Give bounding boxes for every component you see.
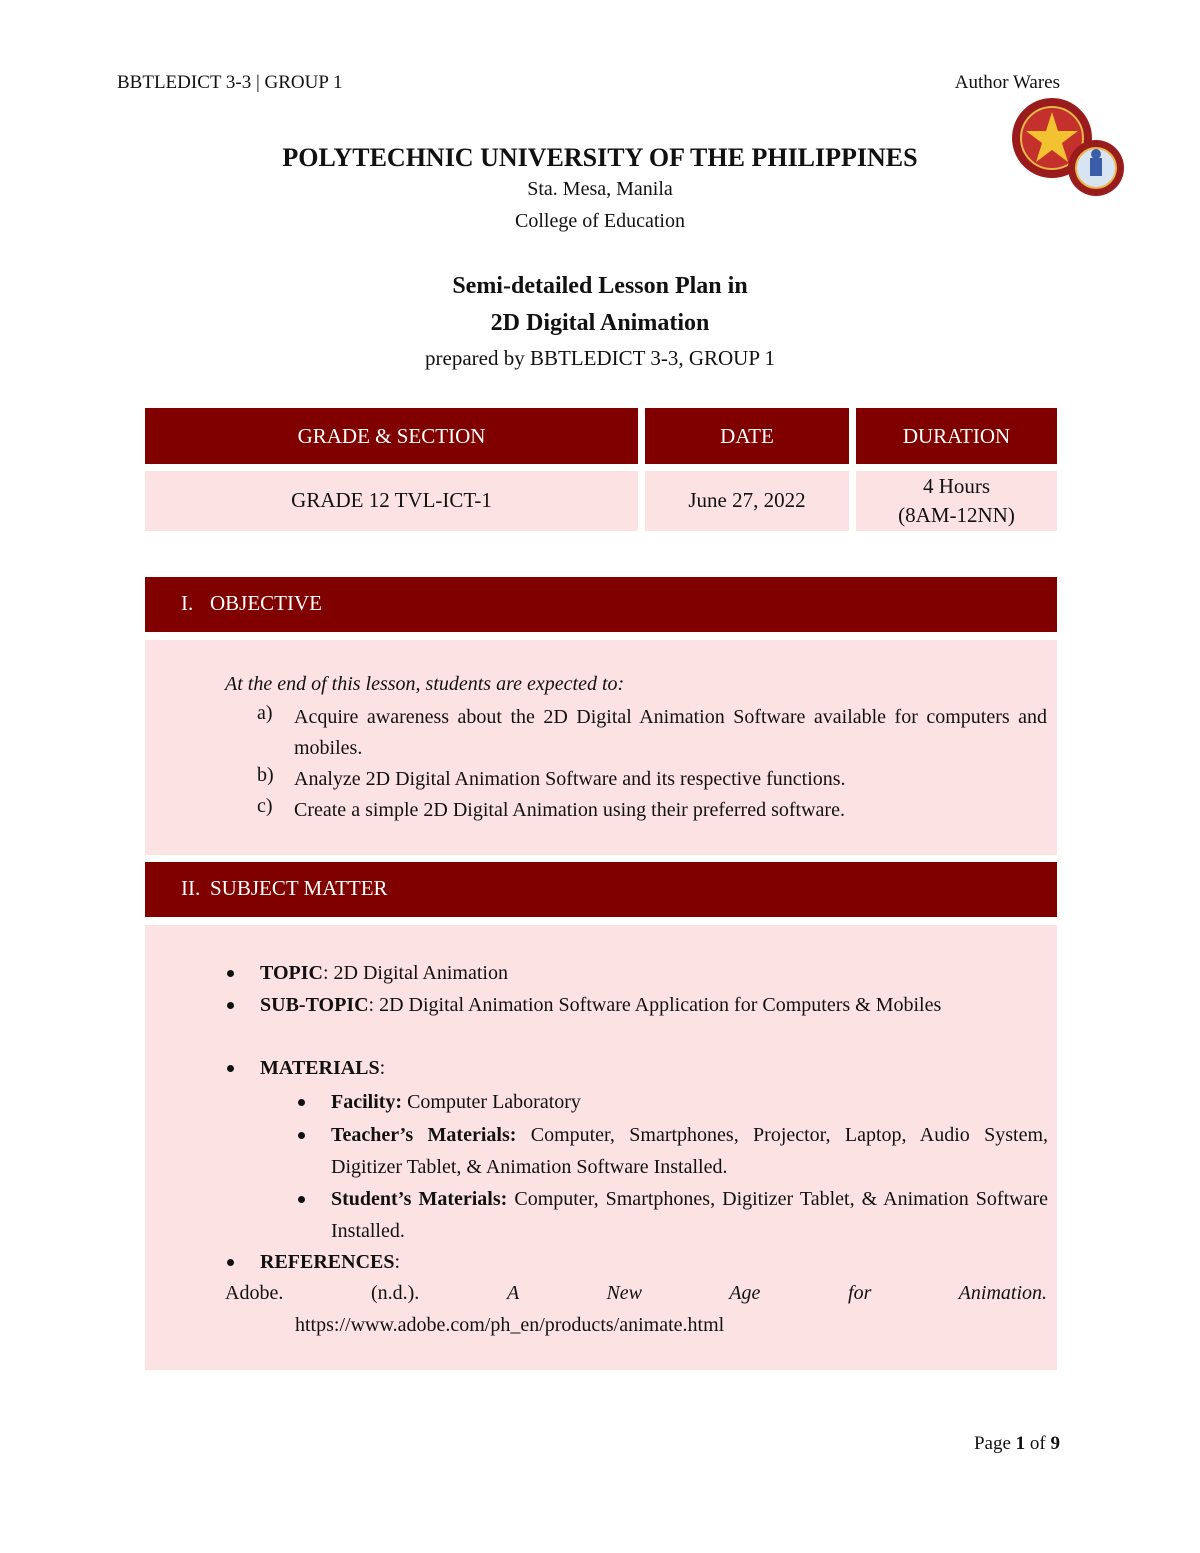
prepared-by: prepared by BBTLEDICT 3-3, GROUP 1: [425, 346, 775, 370]
bullet-icon: [298, 1132, 305, 1139]
materials-item-label: Facility:: [331, 1091, 403, 1113]
materials-item-value: Computer, Smartphones, Digitizer Tablet, & Animation Software Installed.: [331, 1188, 1048, 1242]
info-table: [145, 408, 1057, 531]
objective-body: [145, 640, 1057, 855]
campus-location: Sta. Mesa, Manila: [527, 178, 673, 200]
section-title: SUBJECT MATTER: [210, 876, 388, 900]
materials-item-label: Teacher’s Materials:: [331, 1124, 517, 1146]
duration-time: (8AM-12NN): [898, 503, 1015, 527]
section-title: OBJECTIVE: [210, 591, 322, 615]
objective-item-label: a): [257, 702, 273, 724]
bullet-icon: [227, 1259, 234, 1266]
materials-item-value: Computer, Smartphones, Projector, Laptop, Audio System, Digitizer Tablet, & Animation Software Installed.: [331, 1124, 1049, 1178]
subtopic-value: : 2D Digital Animation Software Application for Computers & Mobiles: [368, 994, 942, 1016]
bullet-icon: [298, 1099, 305, 1106]
college-name: College of Education: [515, 210, 685, 232]
info-table-row: [145, 471, 1057, 531]
section-number: I.: [181, 591, 194, 615]
info-table-header-row: [145, 408, 1057, 464]
subject-matter-body: [145, 925, 1057, 1370]
references-label: REFERENCES: [260, 1251, 395, 1273]
cell-duration: [856, 471, 1057, 531]
header-date: DATE: [645, 408, 849, 464]
objective-item-text: Analyze 2D Digital Animation Software and its respective functions.: [294, 768, 846, 790]
header-course-group: BBTLEDICT 3-3 | GROUP 1: [117, 72, 343, 93]
university-name: POLYTECHNIC UNIVERSITY OF THE PHILIPPINES: [282, 143, 918, 172]
section-number: II.: [181, 876, 201, 900]
plan-title-line1: Semi-detailed Lesson Plan in: [452, 273, 748, 299]
subtopic-label: SUB-TOPIC: [260, 994, 369, 1016]
objective-item-label: c): [257, 795, 273, 817]
materials-colon: :: [379, 1057, 386, 1079]
reference-citation: [225, 1277, 1047, 1309]
reference-author: Adobe. (n.d.).: [225, 1282, 420, 1304]
cell-date: June 27, 2022: [645, 471, 849, 531]
objective-intro: At the end of this lesson, students are expected to:: [225, 673, 625, 695]
materials-label: MATERIALS: [260, 1057, 380, 1079]
page-total: 9: [1050, 1433, 1060, 1454]
page-of: of: [1025, 1433, 1051, 1454]
plan-title-line2: 2D Digital Animation: [490, 310, 710, 336]
section-objective-header: [145, 577, 1057, 632]
materials-item-value: Computer Laboratory: [402, 1091, 581, 1113]
header-author-wares: Author Wares: [954, 72, 1060, 93]
topic-value: : 2D Digital Animation: [322, 962, 508, 984]
header-grade-section: GRADE & SECTION: [145, 408, 638, 464]
bullet-icon: [227, 970, 234, 977]
objective-item-label: b): [257, 764, 274, 786]
references-colon: :: [394, 1251, 401, 1273]
reference-url[interactable]: https://www.adobe.com/ph_en/products/animate.html: [295, 1314, 725, 1336]
header-duration: DURATION: [856, 408, 1057, 464]
page-number: [974, 1433, 1060, 1455]
bullet-icon: [227, 1065, 234, 1072]
bullet-icon: [298, 1196, 305, 1203]
objective-item-text: Acquire awareness about the 2D Digital Animation Software available for computers and mobiles.: [294, 706, 1047, 759]
topic-label: TOPIC: [260, 962, 323, 984]
page-current: 1: [1015, 1433, 1026, 1454]
bullet-icon: [227, 1002, 234, 1009]
materials-item-label: Student’s Materials:: [331, 1188, 508, 1210]
page-word: Page: [973, 1433, 1016, 1454]
objective-item-text: Create a simple 2D Digital Animation using their preferred software.: [294, 799, 845, 821]
reference-title: A New Age for Animation.: [506, 1282, 1048, 1304]
cell-grade-section: GRADE 12 TVL-ICT-1: [145, 471, 638, 531]
duration-hours: 4 Hours: [922, 473, 991, 498]
section-subject-matter-header: [145, 862, 1057, 917]
